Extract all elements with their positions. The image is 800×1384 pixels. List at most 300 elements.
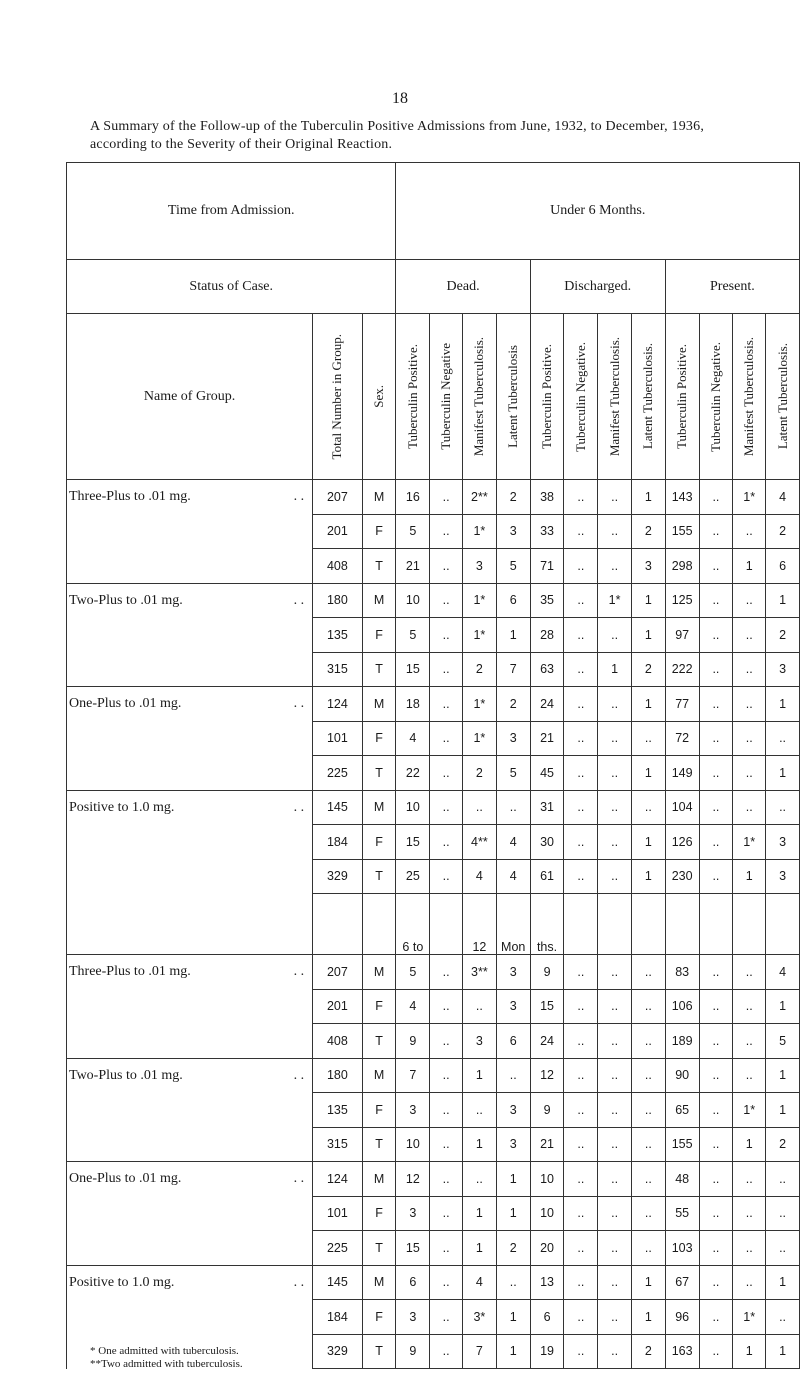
cell-p-mt: .. <box>733 756 766 791</box>
cell-total: 135 <box>313 1093 363 1128</box>
cell-d-mt: 1 <box>463 1196 497 1231</box>
cell-c-tp: 24 <box>530 1024 564 1059</box>
cell-total: 408 <box>313 549 363 584</box>
cell-d-tp: 3 <box>396 1093 430 1128</box>
table-row <box>67 1162 800 1197</box>
cell-c-mt: .. <box>598 480 632 515</box>
cell-d-tp: 18 <box>396 687 430 722</box>
cell-c-tn: .. <box>564 790 598 825</box>
group-name-cell: Positive to 1.0 mg. . . <box>67 790 313 825</box>
cell-c-tn: .. <box>564 825 598 860</box>
table-row <box>67 859 800 894</box>
cell-p-tp: 126 <box>665 825 699 860</box>
cell-d-lt: 5 <box>496 549 530 584</box>
cell-c-tn: .. <box>564 1334 598 1369</box>
period-12: 12 <box>463 894 497 955</box>
table-row <box>67 955 800 990</box>
group-name-cell: One-Plus to .01 mg. . . <box>67 687 313 722</box>
cell-total: 145 <box>313 790 363 825</box>
cell-d-lt: 1 <box>496 618 530 653</box>
cell-sex: T <box>362 1231 396 1266</box>
cell-d-tn: .. <box>430 756 463 791</box>
cell-d-tp: 9 <box>396 1334 430 1369</box>
cell-d-tn: .. <box>430 514 463 549</box>
cell-sex: F <box>362 1196 396 1231</box>
cell-c-mt: .. <box>598 790 632 825</box>
table-row <box>67 480 800 515</box>
cell-c-mt: .. <box>598 825 632 860</box>
footnote-two: **Two admitted with tuberculosis. <box>90 1358 243 1370</box>
cell-sex: T <box>362 1024 396 1059</box>
cell-c-tp: 45 <box>530 756 564 791</box>
cell-c-lt: .. <box>631 1058 665 1093</box>
cell-p-tp: 189 <box>665 1024 699 1059</box>
cell-sex: M <box>362 955 396 990</box>
cell-c-lt: .. <box>631 1196 665 1231</box>
group-name-cell <box>67 1231 313 1266</box>
cell-d-tp: 25 <box>396 859 430 894</box>
cell-p-tn: .. <box>699 1231 733 1266</box>
cell-sex: F <box>362 514 396 549</box>
cell-c-lt: 2 <box>631 652 665 687</box>
cell-sex: T <box>362 756 396 791</box>
time-from-admission-header: Time from Admission. <box>67 163 396 260</box>
cell-sex: M <box>362 790 396 825</box>
cell-p-tp: 155 <box>665 514 699 549</box>
cell-d-tp: 10 <box>396 1127 430 1162</box>
group-name: Positive to 1.0 mg. <box>69 799 175 815</box>
cell-d-tn: .. <box>430 480 463 515</box>
cell-p-lt: 5 <box>766 1024 800 1059</box>
cell-d-tp: 10 <box>396 583 430 618</box>
cell-c-tp: 24 <box>530 687 564 722</box>
cell-total: 145 <box>313 1265 363 1300</box>
cell-d-tn: .. <box>430 1300 463 1335</box>
cell-p-mt: .. <box>733 618 766 653</box>
cell-p-lt: 1 <box>766 1093 800 1128</box>
table-row <box>67 756 800 791</box>
cell-d-lt: 6 <box>496 1024 530 1059</box>
cell-p-mt: .. <box>733 1162 766 1197</box>
cell-d-tp: 5 <box>396 955 430 990</box>
dead-tn-label: Tuberculin Negative <box>438 343 454 450</box>
total-number-label: Total Number in Group. <box>329 333 345 460</box>
cell-p-tn: .. <box>699 1093 733 1128</box>
cell-p-mt: 1* <box>733 1300 766 1335</box>
cell-total: 315 <box>313 1127 363 1162</box>
cell-c-tn: .. <box>564 549 598 584</box>
cell-c-tn: .. <box>564 618 598 653</box>
cell-d-tn: .. <box>430 989 463 1024</box>
cell-p-tn: .. <box>699 989 733 1024</box>
cell-c-tn: .. <box>564 1058 598 1093</box>
table-row <box>67 825 800 860</box>
cell-p-lt: 3 <box>766 652 800 687</box>
group-name-cell <box>67 1127 313 1162</box>
group-name: Three-Plus to .01 mg. <box>69 964 191 979</box>
table-row <box>67 1127 800 1162</box>
cell-d-lt: 7 <box>496 652 530 687</box>
cell-d-tp: 15 <box>396 1231 430 1266</box>
cell-d-mt: .. <box>463 1162 497 1197</box>
table-row <box>67 1300 800 1335</box>
group-name: One-Plus to .01 mg. <box>69 696 182 711</box>
cell-d-tn: .. <box>430 618 463 653</box>
cell-d-mt: 1 <box>463 1127 497 1162</box>
group-name-cell: Three-Plus to .01 mg. . . <box>67 480 313 515</box>
cell-p-tp: 222 <box>665 652 699 687</box>
table-row <box>67 721 800 756</box>
cell-p-tn: .. <box>699 1162 733 1197</box>
cell-c-tp: 20 <box>530 1231 564 1266</box>
cell-total: 180 <box>313 583 363 618</box>
cell-d-lt: 2 <box>496 480 530 515</box>
cell-p-tp: 48 <box>665 1162 699 1197</box>
cell-d-tp: 5 <box>396 514 430 549</box>
cell-total: 184 <box>313 825 363 860</box>
cell-d-mt: 2** <box>463 480 497 515</box>
group-name: Three-Plus to .01 mg. <box>69 489 191 504</box>
cell-d-tp: 3 <box>396 1196 430 1231</box>
cell-p-lt: 1 <box>766 756 800 791</box>
cell-d-tp: 3 <box>396 1300 430 1335</box>
cell-c-lt: 2 <box>631 514 665 549</box>
cell-d-lt: .. <box>496 1265 530 1300</box>
cell-c-tp: 13 <box>530 1265 564 1300</box>
cell-d-mt: 1 <box>463 1058 497 1093</box>
cell-p-tn: .. <box>699 583 733 618</box>
cell-p-lt: 2 <box>766 1127 800 1162</box>
cell-d-lt: 3 <box>496 721 530 756</box>
cell-p-lt: .. <box>766 1162 800 1197</box>
group-name-cell <box>67 549 313 584</box>
dead-tp-header <box>396 314 430 480</box>
cell-c-lt: .. <box>631 1127 665 1162</box>
cell-p-lt: 2 <box>766 618 800 653</box>
dis-tn-label: Tuberculin Negative. <box>572 341 588 452</box>
cell-p-tn: .. <box>699 955 733 990</box>
cell-sex: M <box>362 1162 396 1197</box>
table-row <box>67 989 800 1024</box>
dead-header: Dead. <box>396 260 530 314</box>
sex-label: Sex. <box>371 385 387 408</box>
dead-mt-header <box>463 314 497 480</box>
cell-p-lt: .. <box>766 1300 800 1335</box>
cell-d-tp: 15 <box>396 825 430 860</box>
cell-c-tn: .. <box>564 1231 598 1266</box>
cell-d-tp: 16 <box>396 480 430 515</box>
cell-p-tp: 77 <box>665 687 699 722</box>
cell-d-mt: 1* <box>463 618 497 653</box>
cell-d-mt: 2 <box>463 756 497 791</box>
cell-d-mt: 1* <box>463 514 497 549</box>
cell-d-tn: .. <box>430 790 463 825</box>
table-row <box>67 790 800 825</box>
cell-c-lt: 3 <box>631 549 665 584</box>
footnotes <box>90 1345 243 1371</box>
cell-c-lt: .. <box>631 721 665 756</box>
cell-d-mt: 2 <box>463 652 497 687</box>
cell-d-lt: 2 <box>496 687 530 722</box>
cell-sex: M <box>362 1265 396 1300</box>
cell-c-mt: .. <box>598 1300 632 1335</box>
cell-d-lt: .. <box>496 790 530 825</box>
summary-table <box>66 162 800 1369</box>
cell-p-mt: .. <box>733 652 766 687</box>
cell-p-lt: .. <box>766 721 800 756</box>
cell-p-tn: .. <box>699 480 733 515</box>
cell-c-tn: .. <box>564 687 598 722</box>
cell-c-lt: 2 <box>631 1334 665 1369</box>
cell-p-mt: 1* <box>733 1093 766 1128</box>
pres-tn-header <box>699 314 733 480</box>
dead-lt-header <box>496 314 530 480</box>
cell-c-mt: .. <box>598 1127 632 1162</box>
cell-p-tn: .. <box>699 721 733 756</box>
period-divider-row <box>67 894 800 955</box>
cell-p-tn: .. <box>699 687 733 722</box>
cell-c-mt: .. <box>598 1093 632 1128</box>
cell-total: 408 <box>313 1024 363 1059</box>
cell-p-tp: 55 <box>665 1196 699 1231</box>
table-caption: A Summary of the Follow-up of the Tuberculin Positive Admissions from June, 1932, to December, 1936, according to the Severity of their Original Reaction. <box>90 119 705 152</box>
group-name-cell <box>67 652 313 687</box>
cell-d-tn: .. <box>430 1334 463 1369</box>
table-row <box>67 1196 800 1231</box>
cell-c-tn: .. <box>564 1196 598 1231</box>
cell-d-tn: .. <box>430 1127 463 1162</box>
dis-tp-header <box>530 314 564 480</box>
dis-mt-label: Manifest Tuberculosis. <box>606 336 622 457</box>
cell-total: 315 <box>313 652 363 687</box>
group-name-cell <box>67 514 313 549</box>
cell-d-mt: 1* <box>463 687 497 722</box>
cell-d-tn: .. <box>430 721 463 756</box>
cell-total: 329 <box>313 859 363 894</box>
cell-d-tn: .. <box>430 1162 463 1197</box>
cell-p-tn: .. <box>699 652 733 687</box>
table-row <box>67 687 800 722</box>
cell-d-tn: .. <box>430 652 463 687</box>
cell-p-tn: .. <box>699 1196 733 1231</box>
cell-p-tp: 65 <box>665 1093 699 1128</box>
cell-d-tp: 12 <box>396 1162 430 1197</box>
cell-c-lt: .. <box>631 1024 665 1059</box>
group-name: One-Plus to .01 mg. <box>69 1171 182 1186</box>
cell-d-tn: .. <box>430 1058 463 1093</box>
cell-c-lt: 1 <box>631 859 665 894</box>
period-header: Under 6 Months. <box>396 163 800 260</box>
cell-c-tn: .. <box>564 955 598 990</box>
cell-p-tn: .. <box>699 790 733 825</box>
group-name-cell <box>67 618 313 653</box>
cell-total: 201 <box>313 514 363 549</box>
cell-p-tp: 106 <box>665 989 699 1024</box>
cell-p-tp: 230 <box>665 859 699 894</box>
group-name-cell: One-Plus to .01 mg. . . <box>67 1162 313 1197</box>
cell-c-mt: .. <box>598 618 632 653</box>
cell-p-mt: .. <box>733 1058 766 1093</box>
cell-c-tp: 6 <box>530 1300 564 1335</box>
cell-c-lt: 1 <box>631 1265 665 1300</box>
cell-d-mt: 3** <box>463 955 497 990</box>
group-name-cell <box>67 721 313 756</box>
cell-d-lt: .. <box>496 1058 530 1093</box>
cell-c-tn: .. <box>564 1127 598 1162</box>
group-name-cell <box>67 1300 313 1335</box>
cell-c-lt: 1 <box>631 687 665 722</box>
cell-total: 180 <box>313 1058 363 1093</box>
cell-p-mt: .. <box>733 687 766 722</box>
cell-sex: F <box>362 989 396 1024</box>
cell-p-tp: 90 <box>665 1058 699 1093</box>
cell-c-mt: .. <box>598 549 632 584</box>
cell-p-tp: 163 <box>665 1334 699 1369</box>
cell-p-mt: 1* <box>733 825 766 860</box>
cell-d-lt: 3 <box>496 989 530 1024</box>
cell-c-mt: .. <box>598 687 632 722</box>
cell-d-lt: 6 <box>496 583 530 618</box>
cell-d-tn: .. <box>430 687 463 722</box>
cell-c-mt: .. <box>598 1265 632 1300</box>
cell-d-lt: 4 <box>496 825 530 860</box>
cell-sex: M <box>362 687 396 722</box>
cell-p-lt: 2 <box>766 514 800 549</box>
cell-sex: F <box>362 825 396 860</box>
cell-c-tp: 38 <box>530 480 564 515</box>
cell-c-tp: 35 <box>530 583 564 618</box>
cell-c-mt: 1* <box>598 583 632 618</box>
name-of-group-header: Name of Group. <box>67 314 313 480</box>
cell-d-tp: 10 <box>396 790 430 825</box>
cell-c-tp: 28 <box>530 618 564 653</box>
dis-mt-header <box>598 314 632 480</box>
cell-d-mt: .. <box>463 1093 497 1128</box>
cell-p-tp: 125 <box>665 583 699 618</box>
cell-c-lt: .. <box>631 1093 665 1128</box>
cell-p-mt: .. <box>733 790 766 825</box>
cell-d-tp: 21 <box>396 549 430 584</box>
discharged-header: Discharged. <box>530 260 665 314</box>
cell-p-tp: 67 <box>665 1265 699 1300</box>
cell-p-mt: 1 <box>733 1127 766 1162</box>
cell-p-mt: .. <box>733 1024 766 1059</box>
cell-p-tp: 149 <box>665 756 699 791</box>
cell-c-tp: 61 <box>530 859 564 894</box>
group-name-cell <box>67 989 313 1024</box>
cell-c-tn: .. <box>564 859 598 894</box>
cell-d-mt: 3* <box>463 1300 497 1335</box>
cell-c-lt: .. <box>631 790 665 825</box>
cell-p-tp: 96 <box>665 1300 699 1335</box>
cell-c-tp: 63 <box>530 652 564 687</box>
cell-sex: T <box>362 549 396 584</box>
cell-p-tn: .. <box>699 1300 733 1335</box>
group-name-cell: Two-Plus to .01 mg. . . <box>67 583 313 618</box>
cell-d-tn: .. <box>430 825 463 860</box>
cell-total: 225 <box>313 756 363 791</box>
cell-c-tn: .. <box>564 583 598 618</box>
cell-c-mt: .. <box>598 955 632 990</box>
cell-c-lt: .. <box>631 989 665 1024</box>
cell-p-tn: .. <box>699 756 733 791</box>
cell-c-lt: 1 <box>631 583 665 618</box>
group-name: Two-Plus to .01 mg. <box>69 1067 183 1083</box>
table-row <box>67 1093 800 1128</box>
cell-d-tp: 4 <box>396 989 430 1024</box>
cell-sex: T <box>362 859 396 894</box>
cell-c-lt: 1 <box>631 825 665 860</box>
dis-lt-label: Latent Tuberculosis. <box>640 343 656 450</box>
cell-c-mt: .. <box>598 1231 632 1266</box>
cell-p-tp: 72 <box>665 721 699 756</box>
cell-d-lt: 1 <box>496 1162 530 1197</box>
present-header: Present. <box>665 260 799 314</box>
group-name-cell <box>67 1196 313 1231</box>
cell-c-tp: 31 <box>530 790 564 825</box>
group-name: Two-Plus to .01 mg. <box>69 592 183 608</box>
cell-p-tn: .. <box>699 1127 733 1162</box>
total-number-header <box>313 314 363 480</box>
cell-sex: F <box>362 1093 396 1128</box>
cell-d-lt: 3 <box>496 514 530 549</box>
table-row <box>67 549 800 584</box>
cell-d-mt: 1* <box>463 721 497 756</box>
cell-c-mt: .. <box>598 1058 632 1093</box>
cell-p-tn: .. <box>699 549 733 584</box>
cell-c-mt: .. <box>598 514 632 549</box>
cell-p-tn: .. <box>699 825 733 860</box>
cell-d-tp: 15 <box>396 652 430 687</box>
cell-d-mt: 4 <box>463 1265 497 1300</box>
cell-d-mt: 4 <box>463 859 497 894</box>
cell-total: 124 <box>313 687 363 722</box>
period-ths: ths. <box>530 894 564 955</box>
cell-d-lt: 1 <box>496 1196 530 1231</box>
cell-d-tn: .. <box>430 1265 463 1300</box>
cell-d-lt: 3 <box>496 1127 530 1162</box>
pres-lt-label: Latent Tuberculosis. <box>774 343 790 450</box>
dead-tp-label: Tuberculin Positive. <box>404 344 420 449</box>
cell-p-mt: .. <box>733 721 766 756</box>
group-name-cell: Two-Plus to .01 mg. . . <box>67 1058 313 1093</box>
cell-c-tp: 10 <box>530 1162 564 1197</box>
table-row <box>67 583 800 618</box>
cell-c-tp: 12 <box>530 1058 564 1093</box>
cell-d-tn: .. <box>430 1196 463 1231</box>
cell-p-mt: .. <box>733 955 766 990</box>
cell-c-tp: 30 <box>530 825 564 860</box>
cell-total: 225 <box>313 1231 363 1266</box>
cell-c-tn: .. <box>564 514 598 549</box>
cell-d-mt: .. <box>463 989 497 1024</box>
cell-d-mt: 3 <box>463 549 497 584</box>
group-name-cell <box>67 859 313 894</box>
cell-c-mt: .. <box>598 1162 632 1197</box>
cell-d-tp: 9 <box>396 1024 430 1059</box>
cell-c-tn: .. <box>564 1024 598 1059</box>
cell-d-lt: 3 <box>496 1093 530 1128</box>
cell-d-lt: 4 <box>496 859 530 894</box>
cell-c-tn: .. <box>564 1265 598 1300</box>
cell-d-mt: .. <box>463 790 497 825</box>
table-row <box>67 1265 800 1300</box>
group-name-cell <box>67 1093 313 1128</box>
cell-d-mt: 1 <box>463 1231 497 1266</box>
cell-p-lt: 1 <box>766 1265 800 1300</box>
cell-d-tn: .. <box>430 583 463 618</box>
cell-p-lt: .. <box>766 790 800 825</box>
